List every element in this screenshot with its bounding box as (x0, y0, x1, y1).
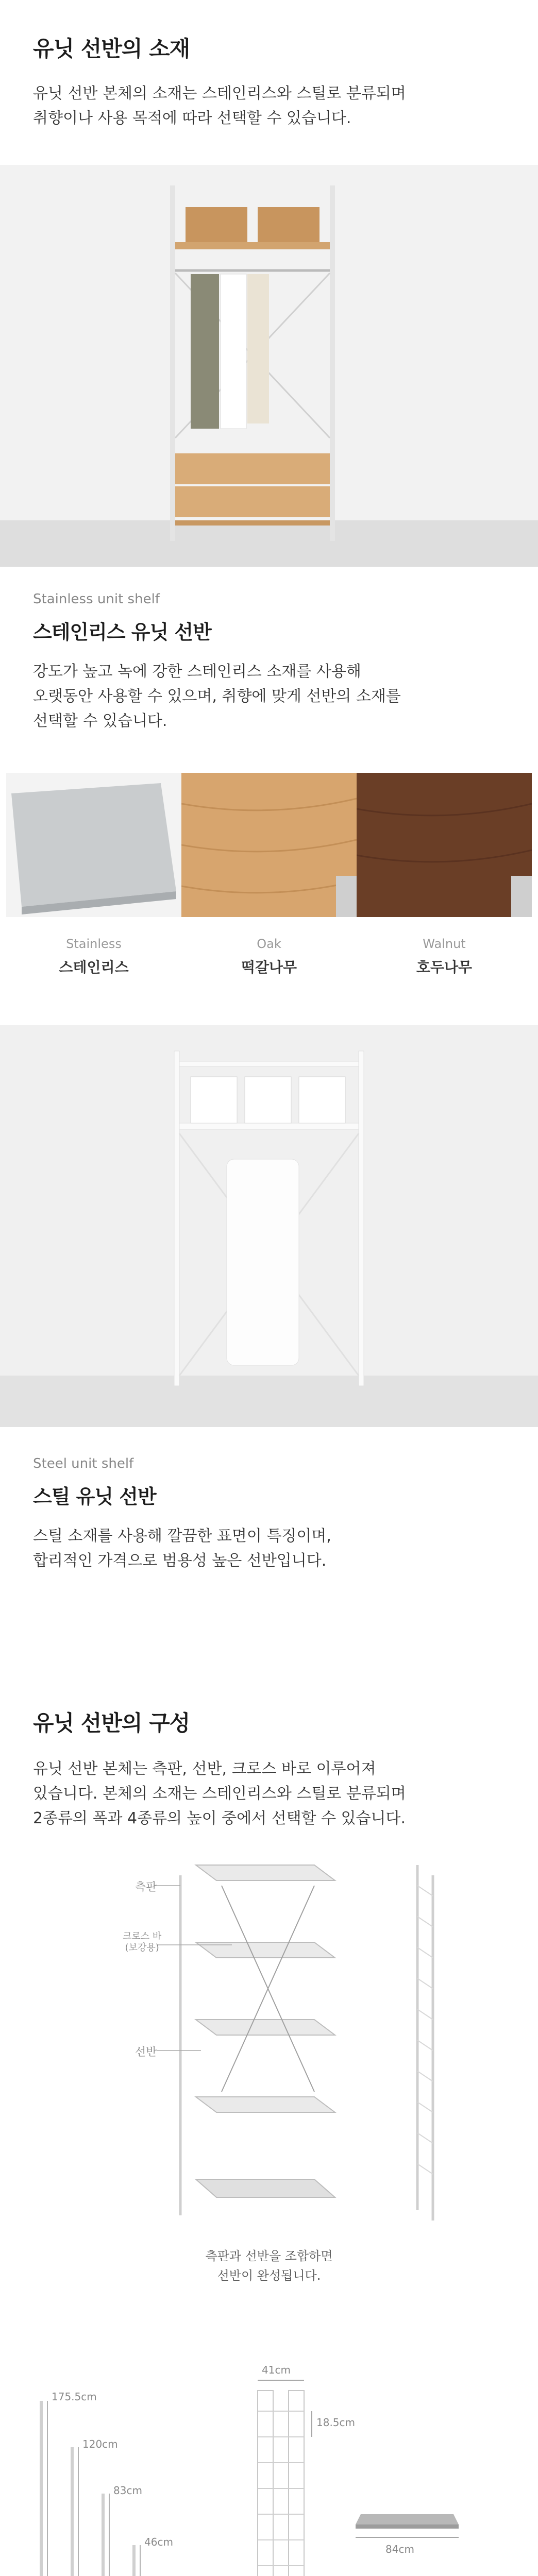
body-line: 있습니다. 본체의 소재는 스테인리스와 스틸로 분류되며 (33, 1785, 406, 1803)
depth-label: 41cm (262, 2364, 291, 2376)
swatch-label-ko: 떡갈나무 (241, 959, 297, 976)
section-title-structure: 유닛 선반의 구성 (33, 1710, 190, 1736)
steel-kicker: Steel unit shelf (33, 1456, 134, 1471)
section-material-body (33, 81, 507, 131)
body-line: 오랫동안 사용할 수 있으며, 취향에 맞게 선반의 소재를 (33, 687, 401, 705)
body-line: 유닛 선반 본체는 측판, 선반, 크로스 바로 이루어져 (33, 1760, 376, 1778)
body-line: 스틸 소재를 사용해 깔끔한 표면이 특징이며, (33, 1527, 331, 1545)
caption-line: 선반이 완성됩니다. (217, 2268, 321, 2283)
steel-title: 스틸 유닛 선반 (33, 1485, 156, 1508)
swatch-oak (181, 773, 357, 917)
stainless-kicker: Stainless unit shelf (33, 591, 160, 607)
height-s-label: 83cm (113, 2484, 142, 2497)
pitch-label: 18.5cm (316, 2416, 356, 2429)
label-cross-bar (123, 1931, 161, 1954)
caption-line: 측판과 선반을 조합하면 (205, 2249, 333, 2263)
swatch-label-ko: 스테인리스 (59, 959, 129, 976)
body-line: 유닛 선반 본체의 소재는 스테인리스와 스틸로 분류되며 (33, 84, 406, 103)
body-line: 선택할 수 있습니다. (33, 712, 167, 730)
body-line: 합리적인 가격으로 범용성 높은 선반입니다. (33, 1552, 327, 1570)
body-line: 2종류의 폭과 4종류의 높이 중에서 선택할 수 있습니다. (33, 1809, 406, 1827)
body-line: 강도가 높고 녹에 강한 스테인리스 소재를 사용해 (33, 663, 361, 681)
swatch-label-ko: 호두나무 (416, 959, 473, 976)
height-l-label: 175.5cm (52, 2391, 97, 2403)
height-m-label: 120cm (82, 2438, 118, 2450)
label-shelf: 선반 (135, 2046, 157, 2059)
section-title-material: 유닛 선반의 소재 (33, 36, 190, 61)
body-line: 취향이나 사용 목적에 따라 선택할 수 있습니다. (33, 109, 351, 127)
structure-body (33, 1757, 507, 1831)
swatch-walnut (357, 773, 532, 917)
structure-caption (166, 2246, 372, 2285)
swatch-stainless (6, 773, 181, 917)
photo-unit-shelf-wardrobe (0, 165, 538, 567)
label-line: (보강용) (125, 1942, 159, 1953)
label-line: 크로스 바 (123, 1931, 162, 1942)
height-xs-label: 46cm (144, 2536, 173, 2548)
steel-body (33, 1524, 507, 1573)
exploded-diagram (129, 1855, 438, 2226)
dimension-diagram (31, 2370, 505, 2576)
label-side-panel: 측판 (135, 1881, 157, 1894)
swatch-label-en: Oak (257, 937, 281, 951)
stainless-title: 스테인리스 유닛 선반 (33, 621, 211, 643)
stainless-body (33, 659, 507, 734)
swatch-label-en: Walnut (423, 937, 466, 951)
photo-steel-shelf (0, 1025, 538, 1427)
swatch-label-en: Stainless (66, 937, 122, 951)
width-84-label: 84cm (385, 2543, 414, 2555)
